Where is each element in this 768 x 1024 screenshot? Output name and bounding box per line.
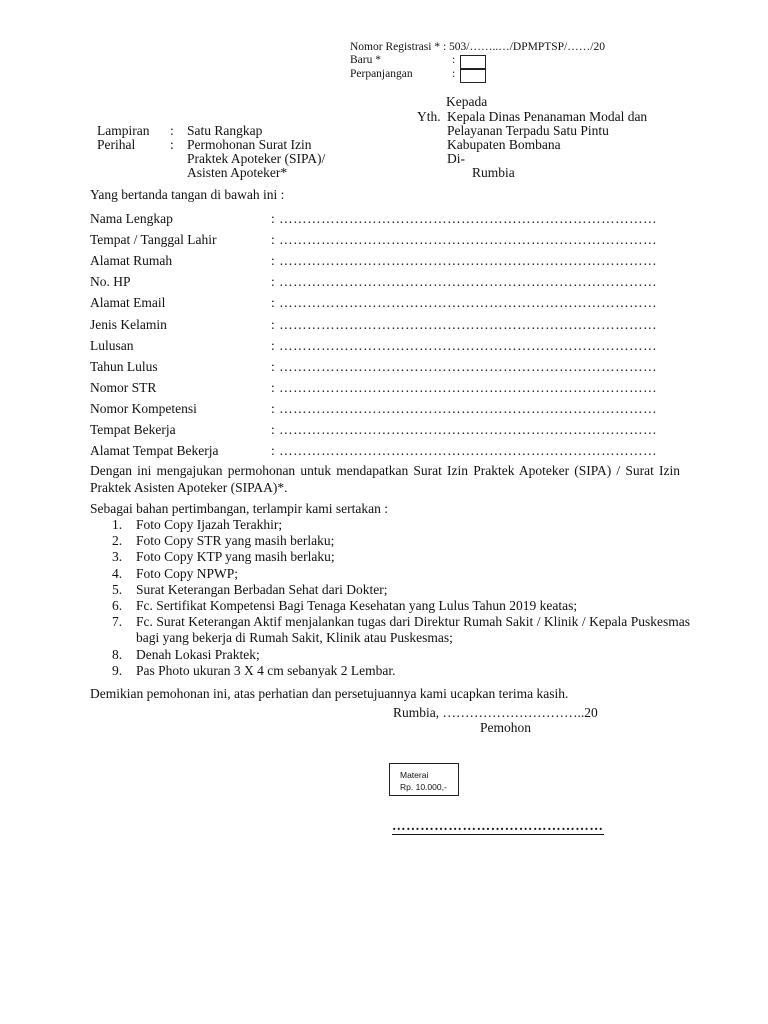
place-date: Rumbia, …………………………..20 xyxy=(393,705,598,720)
field-value-blank[interactable]: : ……………………………………………………………………… xyxy=(271,400,658,416)
attachment-number: 1. xyxy=(112,517,123,532)
field-label: Lulusan xyxy=(90,337,134,353)
registration-number-label: Nomor Registrasi * : xyxy=(350,41,447,53)
field-row xyxy=(90,317,680,337)
attachment-item xyxy=(90,549,690,565)
recipient-line4: Di- xyxy=(447,151,465,166)
attachment-number: 8. xyxy=(112,646,123,662)
attachment-item xyxy=(90,614,690,646)
field-label: Alamat Rumah xyxy=(90,253,173,269)
recipient-line1: Kepala Dinas Penanaman Modal dan xyxy=(447,109,648,124)
field-label: No. HP xyxy=(90,274,131,290)
perpanjangan-colon: : xyxy=(452,68,456,80)
perihal-label: Perihal xyxy=(97,137,136,152)
attachment-text: Foto Copy Ijazah Terakhir; xyxy=(136,517,283,532)
perihal-line3: Asisten Apoteker* xyxy=(187,165,288,180)
field-row xyxy=(90,380,680,400)
perihal-line2: Praktek Apoteker (SIPA)/ xyxy=(187,151,326,166)
baru-label: Baru * xyxy=(350,54,381,66)
field-value-blank[interactable]: : ……………………………………………………………………… xyxy=(271,443,658,459)
attachment-item xyxy=(90,566,690,582)
lampiran-value: Satu Rangkap xyxy=(187,123,263,138)
field-value-blank[interactable]: : ……………………………………………………………………… xyxy=(271,422,658,437)
recipient-line3: Kabupaten Bombana xyxy=(447,137,561,152)
field-value-blank[interactable]: : ……………………………………………………………………… xyxy=(271,295,658,311)
field-value-blank[interactable]: : ……………………………………………………………………… xyxy=(271,337,658,353)
recipient-line2: Pelayanan Terpadu Satu Pintu xyxy=(447,123,609,138)
attachment-item xyxy=(90,663,690,679)
lampiran-colon: : xyxy=(170,123,174,138)
field-row xyxy=(90,443,680,463)
field-row xyxy=(90,401,680,421)
perpanjangan-label: Perpanjangan xyxy=(350,68,413,80)
attachment-text: Surat Keterangan Berbadan Sehat dari Dokter; xyxy=(136,581,388,597)
field-label: Nomor STR xyxy=(90,379,157,395)
attachment-item xyxy=(90,582,690,598)
attachment-number: 7. xyxy=(112,614,123,630)
recipient-line5: Rumbia xyxy=(472,165,515,180)
attachment-number: 5. xyxy=(112,581,123,597)
perihal-line1: Permohonan Surat Izin xyxy=(187,137,312,152)
attachment-item xyxy=(90,647,690,663)
materai-amount: Rp. 10.000,- xyxy=(400,782,447,792)
recipient-kepada: Kepada xyxy=(446,94,488,109)
field-row xyxy=(90,295,680,315)
field-value-blank[interactable]: : ……………………………………………………………………… xyxy=(271,379,658,395)
perpanjangan-checkbox[interactable] xyxy=(460,68,486,83)
lampiran-label: Lampiran xyxy=(97,123,150,138)
baru-colon: : xyxy=(452,54,456,66)
field-label: Tahun Lulus xyxy=(90,358,158,374)
closing-text: Demikian pemohonan ini, atas perhatian dan persetujuannya kami ucapkan terima kasih. xyxy=(90,686,569,701)
field-label: Tempat Bekerja xyxy=(90,422,176,437)
perihal-colon: : xyxy=(170,137,174,152)
materai-label: Materai xyxy=(400,770,429,780)
field-value-blank[interactable]: : ……………………………………………………………………… xyxy=(271,211,658,226)
field-label: Nomor Kompetensi xyxy=(90,400,197,416)
attachment-text: Foto Copy NPWP; xyxy=(136,565,239,581)
attachment-text: Denah Lokasi Praktek; xyxy=(136,646,260,662)
attachment-number: 9. xyxy=(112,662,123,678)
recipient-yth: Yth. xyxy=(417,109,441,124)
field-value-blank[interactable]: : ……………………………………………………………………… xyxy=(271,274,658,290)
request-paragraph: Dengan ini mengajukan permohonan untuk mendapatkan Surat Izin Praktek Apoteker (SIPA) / Surat Izin Praktek Asisten Apoteker (SIPAA)*. xyxy=(90,463,680,495)
field-row xyxy=(90,253,680,273)
attachment-item xyxy=(90,598,690,614)
field-row xyxy=(90,359,680,379)
field-row xyxy=(90,422,680,442)
attachment-item xyxy=(90,517,690,533)
field-row xyxy=(90,274,680,294)
attachment-number: 2. xyxy=(112,533,123,549)
field-label: Alamat Tempat Bekerja xyxy=(90,443,219,459)
attachments-list xyxy=(90,517,690,679)
attachment-number: 3. xyxy=(112,549,123,565)
field-row xyxy=(90,211,680,231)
field-label: Alamat Email xyxy=(90,295,166,311)
registration-number-value: 503/……..…/DPMPTSP/……/20 xyxy=(449,41,605,53)
attachment-number: 6. xyxy=(112,598,123,614)
field-label: Tempat / Tanggal Lahir xyxy=(90,232,217,248)
attachment-text: Foto Copy KTP yang masih berlaku; xyxy=(136,549,335,565)
registration-number xyxy=(350,41,605,53)
attachment-item xyxy=(90,533,690,549)
field-row xyxy=(90,232,680,252)
attachments-intro: Sebagai bahan pertimbangan, terlampir kami sertakan : xyxy=(90,501,389,516)
attachment-text: Fc. Surat Keterangan Aktif menjalankan tugas dari Direktur Rumah Sakit / Klinik / Kepala Puskesmas bagi yang bekerja di Rumah Sakit, Klinik atau Puskesmas; xyxy=(136,614,690,646)
field-value-blank[interactable]: : ……………………………………………………………………… xyxy=(271,253,658,269)
field-value-blank[interactable]: : ……………………………………………………………………… xyxy=(271,358,658,374)
field-label: Nama Lengkap xyxy=(90,211,173,226)
attachment-number: 4. xyxy=(112,565,123,581)
signature-name-line: ……………………………………… xyxy=(392,818,604,833)
attachment-text: Fc. Sertifikat Kompetensi Bagi Tenaga Kesehatan yang Lulus Tahun 2019 keatas; xyxy=(136,598,578,614)
materai-stamp-box xyxy=(389,763,459,796)
field-value-blank[interactable]: : ……………………………………………………………………… xyxy=(271,316,658,332)
signature-role: Pemohon xyxy=(480,720,532,735)
attachment-text: Pas Photo ukuran 3 X 4 cm sebanyak 2 Lembar. xyxy=(136,662,396,678)
field-value-blank[interactable]: : ……………………………………………………………………… xyxy=(271,232,658,248)
intro-text: Yang bertanda tangan di bawah ini : xyxy=(90,187,285,202)
field-row xyxy=(90,338,680,358)
attachment-text: Foto Copy STR yang masih berlaku; xyxy=(136,533,335,549)
field-label: Jenis Kelamin xyxy=(90,316,167,332)
